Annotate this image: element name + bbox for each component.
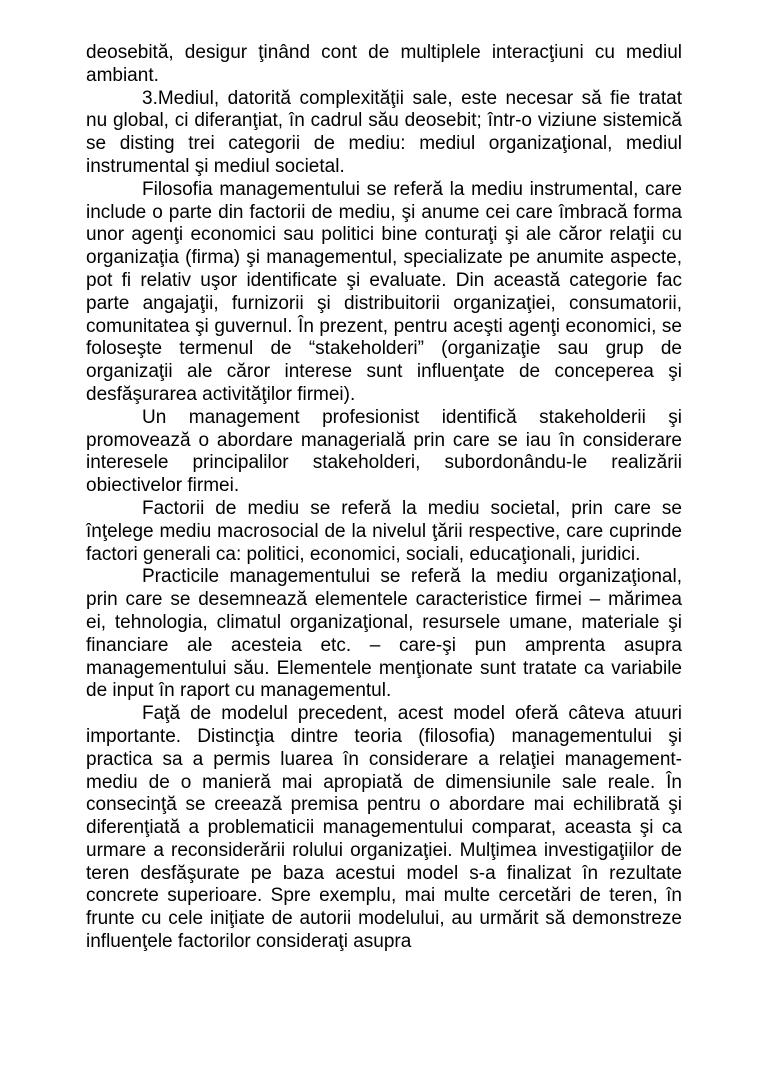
document-page <box>86 42 682 954</box>
paragraph-continuation: deosebită, desigur ţinând cont de multiplele interacţiuni cu mediul ambiant. <box>86 42 682 86</box>
paragraph-professional-management: Un management profesionist identifică stakeholderii şi promovează o abordare managerială prin care se iau în considerare interesele principalilor stakeholderi, subordonându-le realizării obiectivelor firmei. <box>86 406 682 497</box>
paragraph-model-advantages: Faţă de modelul precedent, acest model oferă câteva atuuri importante. Distincţia dintre teoria (filosofia) managementului şi practica sa a permis luarea în considerare a relaţiei management-mediu de o manieră mai apropiată de dimensiunile sale reale. În consecinţă se creează premisa pentru o abordare mai echilibrată şi diferenţiată a problematicii managementului comparat, aceasta şi ca urmare a reconsiderării rolului organizaţiei. Mulţimea investigaţiilor de teren desfăşurate pe baza acestui model s-a finalizat în rezultate concrete superioare. Spre exemplu, mai multe cercetări de teren, în frunte cu cele iniţiate de autorii modelului, au urmărit să demonstreze influenţele factorilor consideraţi asupra <box>86 703 682 953</box>
paragraph-management-philosophy: Filosofia managementului se referă la mediu instrumental, care include o parte din factorii de mediu, şi anume cei care îmbracă forma unor agenţi economici sau politici bine conturaţi şi ale căror relaţii cu organizaţia (firma) şi managementul, specializate pe anumite aspecte, pot fi relativ uşor identificate şi evaluate. Din această categorie fac parte angajaţii, furnizorii şi distribuitorii organizaţiei, consumatorii, comunitatea şi guvernul. În prezent, pentru aceşti agenţi economici, se foloseşte termenul de “stakeholderi” (organizaţie sau grup de organizaţii ale căror interese sunt influenţate de conceperea şi desfăşurarea activităţilor firmei). <box>86 178 682 405</box>
paragraph-environment-factors: Factorii de mediu se referă la mediu societal, prin care se înţelege mediu macrosocial de la nivelul ţării respective, care cuprinde factori generali ca: politici, economici, sociali, educaţionali, juridici. <box>86 497 682 565</box>
paragraph-environment-categories: 3.Mediul, datorită complexităţii sale, este necesar să fie tratat nu global, ci diferanţiat, în cadrul său deosebit; într-o viziune sistemică se disting trei categorii de mediu: mediul organizaţional, mediul instrumental şi mediul societal. <box>86 87 682 177</box>
paragraph-management-practices: Practicile managementului se referă la mediu organizaţional, prin care se desemnează elementele caracteristice firmei – mărimea ei, tehnologia, climatul organizaţional, resursele umane, materiale şi financiare ale acesteia etc. – care-şi pun amprenta asupra managementului său. Elementele menţionate sunt tratate ca variabile de input în raport cu managementul. <box>86 566 682 702</box>
